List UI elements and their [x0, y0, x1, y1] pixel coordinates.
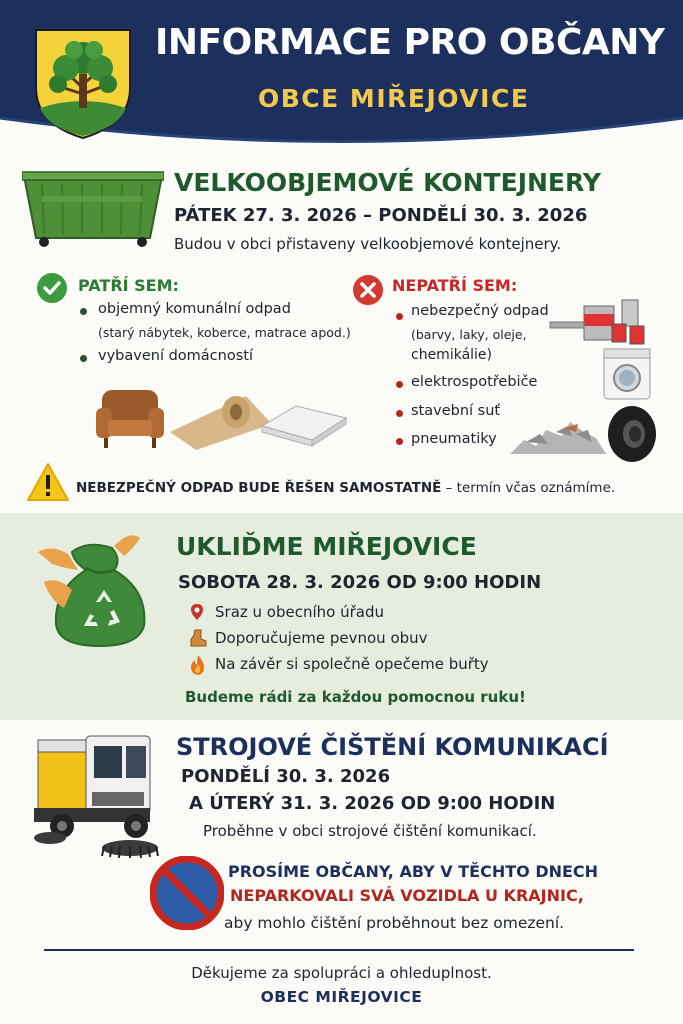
- furniture-illustration: [96, 380, 348, 452]
- page-subtitle: OBCE MIŘEJOVICE: [258, 84, 530, 113]
- map-pin-icon: [190, 603, 204, 621]
- sweeping-date-2: A ÚTERÝ 31. 3. 2026 OD 9:00 HODIN: [189, 793, 556, 814]
- mattress-icon: [262, 406, 346, 446]
- bullet-dot: [80, 355, 87, 362]
- cleanup-date: SOBOTA 28. 3. 2026 OD 9:00 HODIN: [178, 572, 542, 593]
- armchair-icon: [96, 390, 164, 448]
- footer-divider: [44, 949, 634, 951]
- hazardous-waste-notice: [76, 480, 615, 496]
- sweeping-title: STROJOVÉ ČIŠTĚNÍ KOMUNIKACÍ: [176, 733, 609, 761]
- footer-signature: OBEC MIŘEJOVICE: [260, 988, 423, 1006]
- bullet-dot: [396, 410, 403, 417]
- street-sweeper-icon: [30, 734, 170, 858]
- forbidden-item-note: (barvy, laky, oleje,: [411, 327, 527, 342]
- containers-date: PÁTEK 27. 3. 2026 – PONDĚLÍ 30. 3. 2026: [174, 205, 588, 226]
- footer-thanks: Děkujeme za spolupráci a ohleduplnost.: [191, 964, 492, 982]
- bullet-dot: [396, 381, 403, 388]
- sweeping-date-1: PONDĚLÍ 30. 3. 2026: [181, 766, 391, 787]
- page-title: INFORMACE PRO OBČANY: [155, 22, 665, 63]
- hazardous-waste-notice-bold: NEBEZPEČNÝ ODPAD BUDE ŘEŠEN SAMOSTATNĚ: [76, 480, 442, 496]
- bullet-dot: [396, 438, 403, 445]
- parking-notice-line-3: aby mohlo čištění proběhnout bez omezení.: [224, 914, 565, 932]
- no-parking-icon: [150, 856, 224, 930]
- allowed-item: vybavení domácností: [98, 348, 253, 364]
- cleanup-footwear: Doporučujeme pevnou obuv: [215, 629, 428, 647]
- check-circle-icon: [36, 272, 68, 304]
- parking-notice-line-1: PROSÍME OBČANY, ABY V TĚCHTO DNECH: [228, 862, 599, 881]
- hazardous-waste-notice-rest: – termín včas oznámíme.: [441, 480, 616, 496]
- rolled-carpet-icon: [170, 396, 272, 450]
- boot-icon: [189, 629, 207, 647]
- rubble-icon: [506, 402, 610, 458]
- forbidden-title: NEPATŘÍ SEM:: [392, 276, 518, 295]
- allowed-title: PATŘÍ SEM:: [78, 276, 179, 295]
- cleanup-help-message: Budeme rádi za každou pomocnou ruku!: [185, 688, 526, 706]
- cleanup-sausages: Na závěr si společně opečeme buřty: [215, 655, 489, 673]
- warning-icon: [26, 462, 70, 502]
- tire-icon: [606, 404, 658, 464]
- forbidden-item: elektrospotřebiče: [411, 374, 538, 390]
- container-icon: [22, 168, 164, 252]
- containers-title: VELKOOBJEMOVÉ KONTEJNERY: [174, 168, 601, 197]
- bullet-dot: [80, 308, 87, 315]
- coat-of-arms-icon: [34, 28, 132, 140]
- fire-icon: [188, 654, 208, 676]
- paint-cans-icon: [548, 298, 648, 354]
- cleanup-title: UKLIĎME MIŘEJOVICE: [176, 532, 477, 561]
- trash-bag-icon: [38, 530, 164, 650]
- allowed-item-note: (starý nábytek, koberce, matrace apod.): [98, 325, 351, 340]
- forbidden-item: stavební suť: [411, 403, 501, 419]
- allowed-item: objemný komunální odpad: [98, 301, 291, 317]
- header-banner: [0, 0, 683, 150]
- containers-description: Budou v obci přistaveny velkoobjemové kontejnery.: [174, 235, 562, 253]
- x-circle-icon: [352, 274, 384, 306]
- parking-notice-line-2: NEPARKOVALI SVÁ VOZIDLA U KRAJNIC,: [230, 886, 584, 905]
- forbidden-item: nebezpečný odpad: [411, 303, 549, 319]
- bullet-dot: [396, 313, 403, 320]
- forbidden-item: pneumatiky: [411, 431, 497, 447]
- cleanup-meeting-point: Sraz u obecního úřadu: [215, 603, 384, 621]
- washing-machine-icon: [603, 348, 651, 400]
- forbidden-item-note: chemikálie): [411, 347, 493, 363]
- sweeping-description: Proběhne v obci strojové čištění komunikací.: [203, 822, 537, 840]
